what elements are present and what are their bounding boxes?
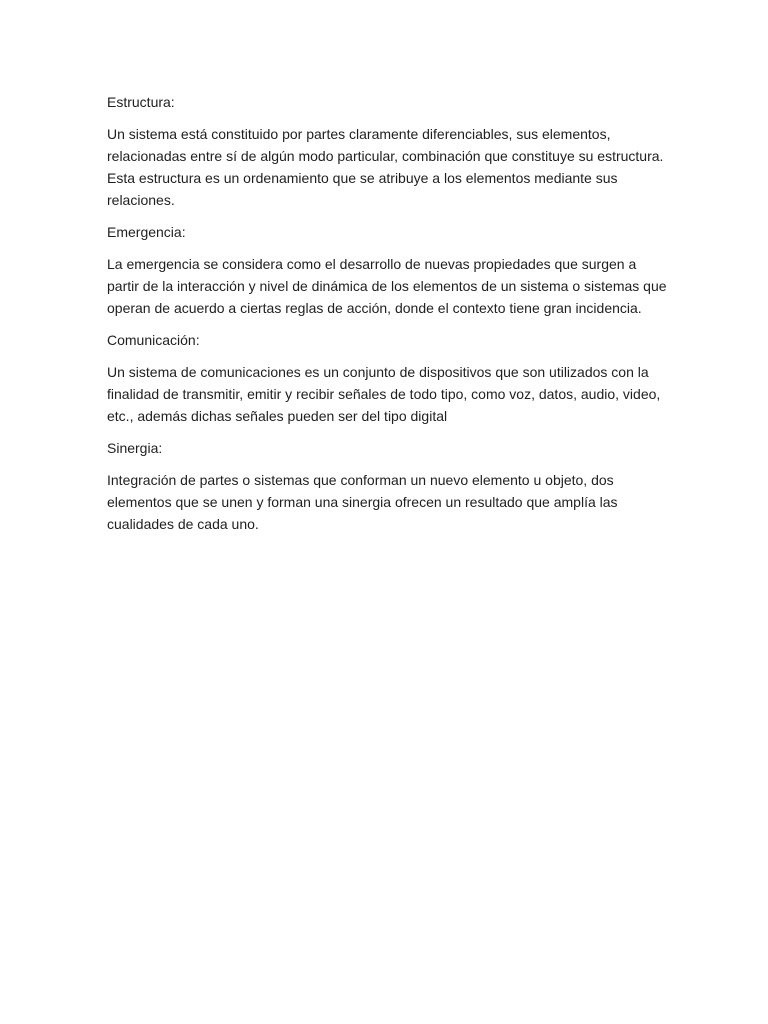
document-body [107,91,667,545]
section-paragraph-estructura: Un sistema está constituido por partes claramente diferenciables, sus elementos, relacionadas entre sí de algún modo particular, combinación que constituye su estructura. Esta estructura es un ordenamiento que se atribuye a los elementos mediante sus relaciones. [107,126,664,208]
section-paragraph-emergencia: La emergencia se considera como el desarrollo de nuevas propiedades que surgen a partir de la interacción y nivel de dinámica de los elementos de un sistema o sistemas que operan de acuerdo a ciertas reglas de acción, donde el contexto tiene gran incidencia. [107,256,667,316]
section-heading-emergencia: Emergencia: [107,224,186,240]
section-heading-estructura: Estructura: [107,94,175,110]
section-heading-sinergia: Sinergia: [107,440,163,456]
section-heading-comunicacion: Comunicación: [107,332,200,348]
section-paragraph-comunicacion: Un sistema de comunicaciones es un conjunto de dispositivos que son utilizados con la finalidad de transmitir, emitir y recibir señales de todo tipo, como voz, datos, audio, video, etc., además dichas señales pueden ser del tipo digital [107,364,661,424]
section-paragraph-sinergia: Integración de partes o sistemas que conforman un nuevo elemento u objeto, dos elementos que se unen y forman una sinergia ofrecen un resultado que amplía las cualidades de cada uno. [107,472,618,532]
